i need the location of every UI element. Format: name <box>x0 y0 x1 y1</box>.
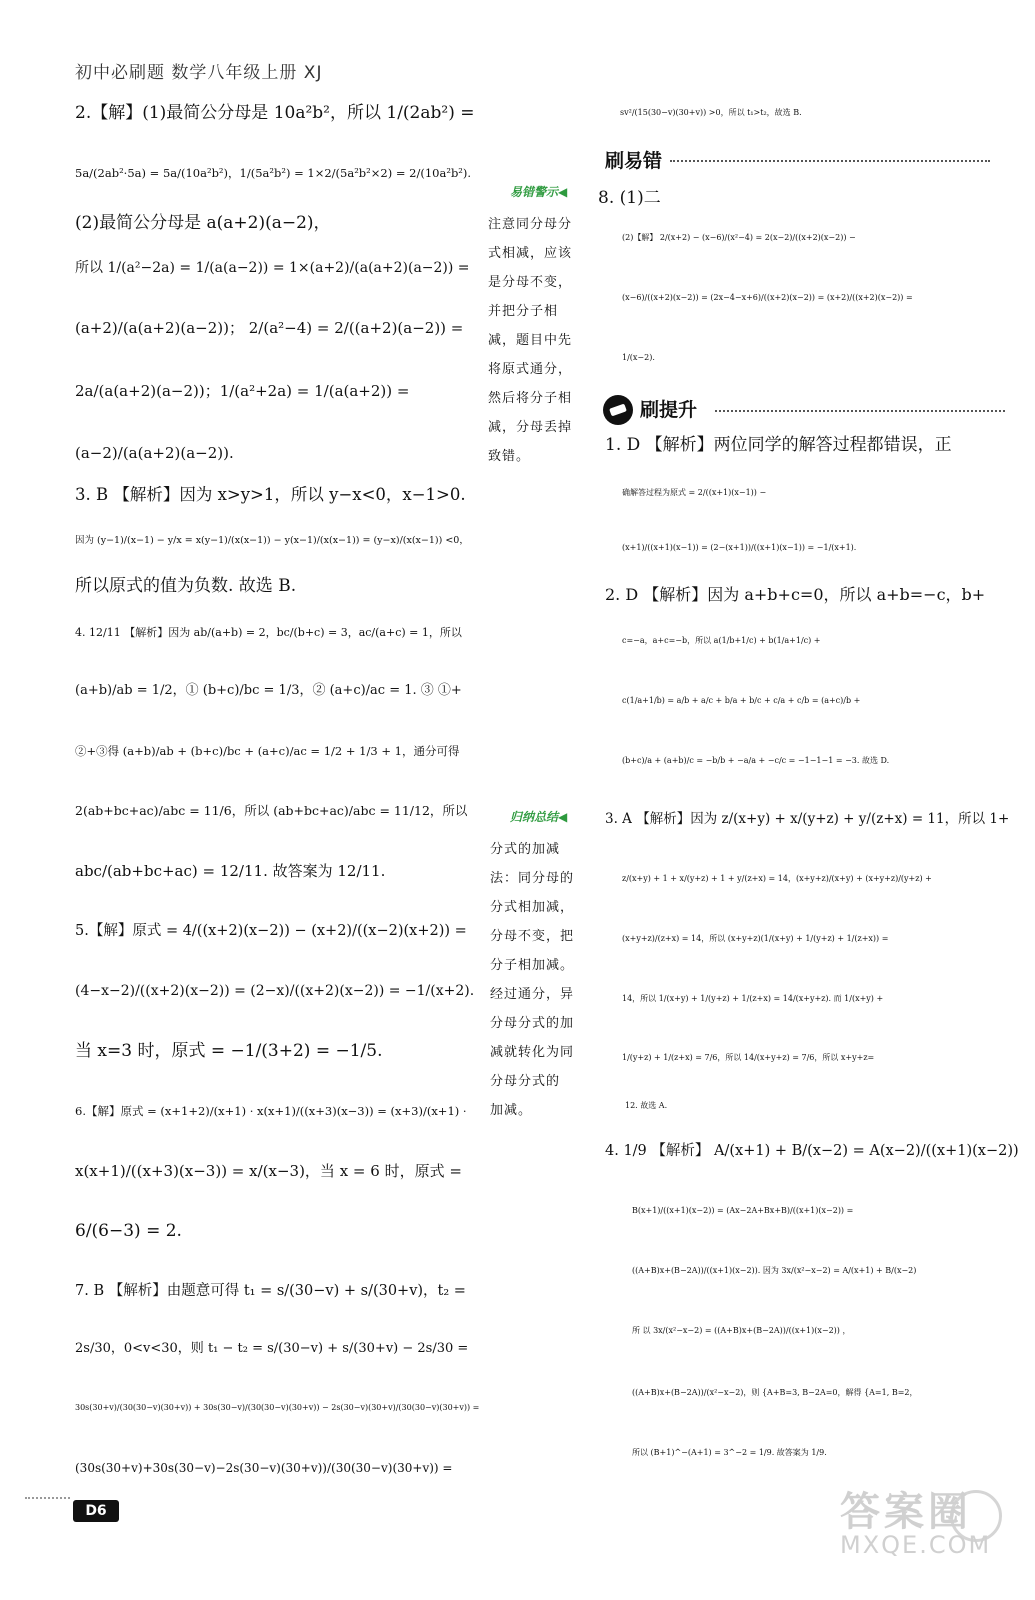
section-title-errors: 刷易错 <box>605 150 663 172</box>
tip-line: 分式的加减 <box>490 842 561 857</box>
section-icon <box>603 395 633 425</box>
text-line: 5a/(2ab²·5a) = 5a/(10a²b²)，1/(5a²b²) = 1×2/(5a²b²×2) = 2/(10a²b²). <box>75 166 472 180</box>
page-number: D6 <box>73 1500 119 1522</box>
text-line: abc/(ab+bc+ac) = 12/11. 故答案为 12/11. <box>75 862 386 880</box>
tip-heading: 归纳总结◀ <box>510 810 568 824</box>
text-line: 3. A 【解析】因为 z/(x+y) + x/(y+z) + y/(z+x) = 11，所以 1+ <box>605 811 1010 827</box>
text-line: x(x+1)/((x+3)(x−3)) = x/(x−3)，当 x = 6 时，原式 = <box>75 1162 462 1180</box>
page-corner-decoration <box>25 1497 70 1499</box>
text-line: (b+c)/a + (a+b)/c = −b/b + −a/a + −c/c = −1−1−1 = −3. 故选 D. <box>622 756 890 765</box>
section-divider <box>715 410 1005 412</box>
text-line: 所以 1/(a²−2a) = 1/(a(a−2)) = 1×(a+2)/(a(a+2)(a−2)) = <box>75 260 470 276</box>
text-line: 1/(x−2). <box>622 353 655 362</box>
tip-line: 注意同分母分 <box>488 217 573 232</box>
tip-line: 分母不变，把 <box>490 929 575 944</box>
text-line: z/(x+y) + 1 + x/(y+z) + 1 + y/(z+x) = 14，(x+y+z)/(x+y) + (x+y+z)/(y+z) + <box>622 874 932 883</box>
text-line: 3. B 【解析】因为 x>y>1，所以 y−x<0，x−1>0. <box>75 485 466 504</box>
section-title-improve: 刷提升 <box>640 399 698 421</box>
text-line: 5.【解】原式 = 4/((x+2)(x−2)) − (x+2)/((x−2)(x+2)) = <box>75 923 467 939</box>
text-line: ②+③得 (a+b)/ab + (b+c)/bc + (a+c)/ac = 1/2 + 1/3 + 1，通分可得 <box>75 744 460 758</box>
text-line: 2.【解】(1)最简公分母是 10a²b²，所以 1/(2ab²) = <box>75 103 475 123</box>
text-line: 2. D 【解析】因为 a+b+c=0，所以 a+b=−c，b+ <box>605 585 986 604</box>
tip-line: 是分母不变， <box>488 275 573 290</box>
text-line: 14，所以 1/(x+y) + 1/(y+z) + 1/(z+x) = 14/(x+y+z). 而 1/(x+y) + <box>622 994 884 1003</box>
text-line: sv²/(15(30−v)(30+v)) >0，所以 t₁>t₂，故选 B. <box>620 108 802 117</box>
text-line: (a−2)/(a(a+2)(a−2)). <box>75 444 234 462</box>
text-line: 8. (1)二 <box>598 188 661 208</box>
text-line: 12. 故选 A. <box>625 1101 668 1110</box>
text-line: 所 以 3x/(x²−x−2) = ((A+B)x+(B−2A))/((x+1)(x−2)) ， <box>632 1326 851 1335</box>
text-line: 30s(30+v)/(30(30−v)(30+v)) + 30s(30−v)/(30(30−v)(30+v)) − 2s(30−v)(30+v)/(30(30−v)(30+v)) = <box>75 1403 480 1412</box>
tip-box <box>490 835 590 1125</box>
text-line: 2(ab+bc+ac)/abc = 11/6，所以 (ab+bc+ac)/abc = 11/12，所以 <box>75 803 468 818</box>
tip-line: 加减。 <box>490 1103 533 1118</box>
tip-line: 减就转化为同 <box>490 1045 575 1060</box>
tip-line: 然后将分子相 <box>488 391 573 406</box>
text-line: ((A+B)x+(B−2A))/(x²−x−2)，则 {A+B=3, B−2A=0，解得 {A=1, B=2， <box>632 1388 918 1397</box>
watermark-url: MXQE.COM <box>840 1531 992 1559</box>
watermark <box>840 1480 991 1559</box>
tip-line: 减，分母丢掉 <box>488 420 573 435</box>
text-line: 4. 1/9 【解析】 A/(x+1) + B/(x−2) = A(x−2)/((x+1)(x−2)) <box>605 1143 1019 1159</box>
text-line: ((A+B)x+(B−2A))/((x+1)(x−2)). 因为 3x/(x²−x−2) = A/(x+1) + B/(x−2) <box>632 1266 917 1275</box>
tip-line: 分子相加减。 <box>490 958 575 973</box>
text-line: (x+y+z)/(z+x) = 14，所以 (x+y+z)(1/(x+y) + 1/(y+z) + 1/(z+x)) = <box>622 934 889 943</box>
tip-line: 分母分式的 <box>490 1074 561 1089</box>
text-line: c=−a，a+c=−b，所以 a(1/b+1/c) + b(1/a+1/c) + <box>622 636 821 645</box>
text-line: 7. B 【解析】由题意可得 t₁ = s/(30−v) + s/(30+v)，t₂ = <box>75 1283 466 1299</box>
page-header: 初中必刷题 数学八年级上册 XJ <box>75 63 323 83</box>
text-line: (x+1)/((x+1)(x−1)) = (2−(x+1))/((x+1)(x−1)) = −1/(x+1). <box>622 543 857 552</box>
tip-line: 并把分子相 <box>488 304 559 319</box>
text-line: 2s/30，0<v<30，则 t₁ − t₂ = s/(30−v) + s/(30+v) − 2s/30 = <box>75 1341 469 1356</box>
text-line: 6.【解】原式 = (x+1+2)/(x+1) · x(x+1)/((x+3)(x−3)) = (x+3)/(x+1) · <box>75 1104 467 1118</box>
tip-box <box>488 210 588 471</box>
tip-line: 式相减，应该 <box>488 246 573 261</box>
text-line: 确解答过程为原式 = 2/((x+1)(x−1)) − <box>622 488 767 497</box>
text-line: 当 x=3 时，原式 = −1/(3+2) = −1/5. <box>75 1041 383 1061</box>
text-line: (30s(30+v)+30s(30−v)−2s(30−v)(30+v))/(30(30−v)(30+v)) = <box>75 1461 453 1475</box>
tip-line: 将原式通分， <box>488 362 573 377</box>
text-line: 所以原式的值为负数. 故选 B. <box>75 576 297 596</box>
text-line: (2)最简公分母是 a(a+2)(a−2)， <box>75 213 331 233</box>
watermark-text: 答案圈 <box>840 1489 972 1535</box>
text-line: 所以 (B+1)^−(A+1) = 3^−2 = 1/9. 故答案为 1/9. <box>632 1448 827 1457</box>
text-line: 4. 12/11 【解析】因为 ab/(a+b) = 2，bc/(b+c) = 3，ac/(a+c) = 1，所以 <box>75 626 462 639</box>
text-line: B(x+1)/((x+1)(x−2)) = (Ax−2A+Bx+B)/((x+1)(x−2)) = <box>632 1206 854 1215</box>
tip-line: 分母分式的加 <box>490 1016 575 1031</box>
text-line: 2a/(a(a+2)(a−2))；1/(a²+2a) = 1/(a(a+2)) = <box>75 382 410 400</box>
tip-line: 法：同分母的 <box>490 871 575 886</box>
text-line: (x−6)/((x+2)(x−2)) = (2x−4−x+6)/((x+2)(x−2)) = (x+2)/((x+2)(x−2)) = <box>622 293 913 302</box>
text-line: 1/(y+z) + 1/(z+x) = 7/6，所以 14/(x+y+z) = 7/6，所以 x+y+z= <box>622 1053 875 1062</box>
tip-line: 分式相加减， <box>490 900 575 915</box>
tip-heading: 易错警示◀ <box>510 185 568 199</box>
tip-line: 致错。 <box>488 449 531 464</box>
text-line: 因为 (y−1)/(x−1) − y/x = x(y−1)/(x(x−1)) − y(x−1)/(x(x−1)) = (y−x)/(x(x−1)) <0， <box>75 535 469 546</box>
text-line: c(1/a+1/b) = a/b + a/c + b/a + b/c + c/a + c/b = (a+c)/b + <box>622 696 861 705</box>
text-line: (4−x−2)/((x+2)(x−2)) = (2−x)/((x+2)(x−2)) = −1/(x+2). <box>75 983 475 999</box>
tip-line: 减，题目中先 <box>488 333 573 348</box>
text-line: (a+2)/(a(a+2)(a−2))； 2/(a²−4) = 2/((a+2)(a−2)) = <box>75 319 464 337</box>
text-line: (2)【解】 2/(x+2) − (x−6)/(x²−4) = 2(x−2)/((x+2)(x−2)) − <box>622 233 856 242</box>
tip-line: 经过通分，异 <box>490 987 575 1002</box>
text-line: 1. D 【解析】两位同学的解答过程都错误，正 <box>605 435 952 455</box>
section-divider <box>670 160 990 162</box>
text-line: 6/(6−3) = 2. <box>75 1221 182 1241</box>
text-line: (a+b)/ab = 1/2，① (b+c)/bc = 1/3，② (a+c)/ac = 1. ③ ①+ <box>75 683 462 698</box>
